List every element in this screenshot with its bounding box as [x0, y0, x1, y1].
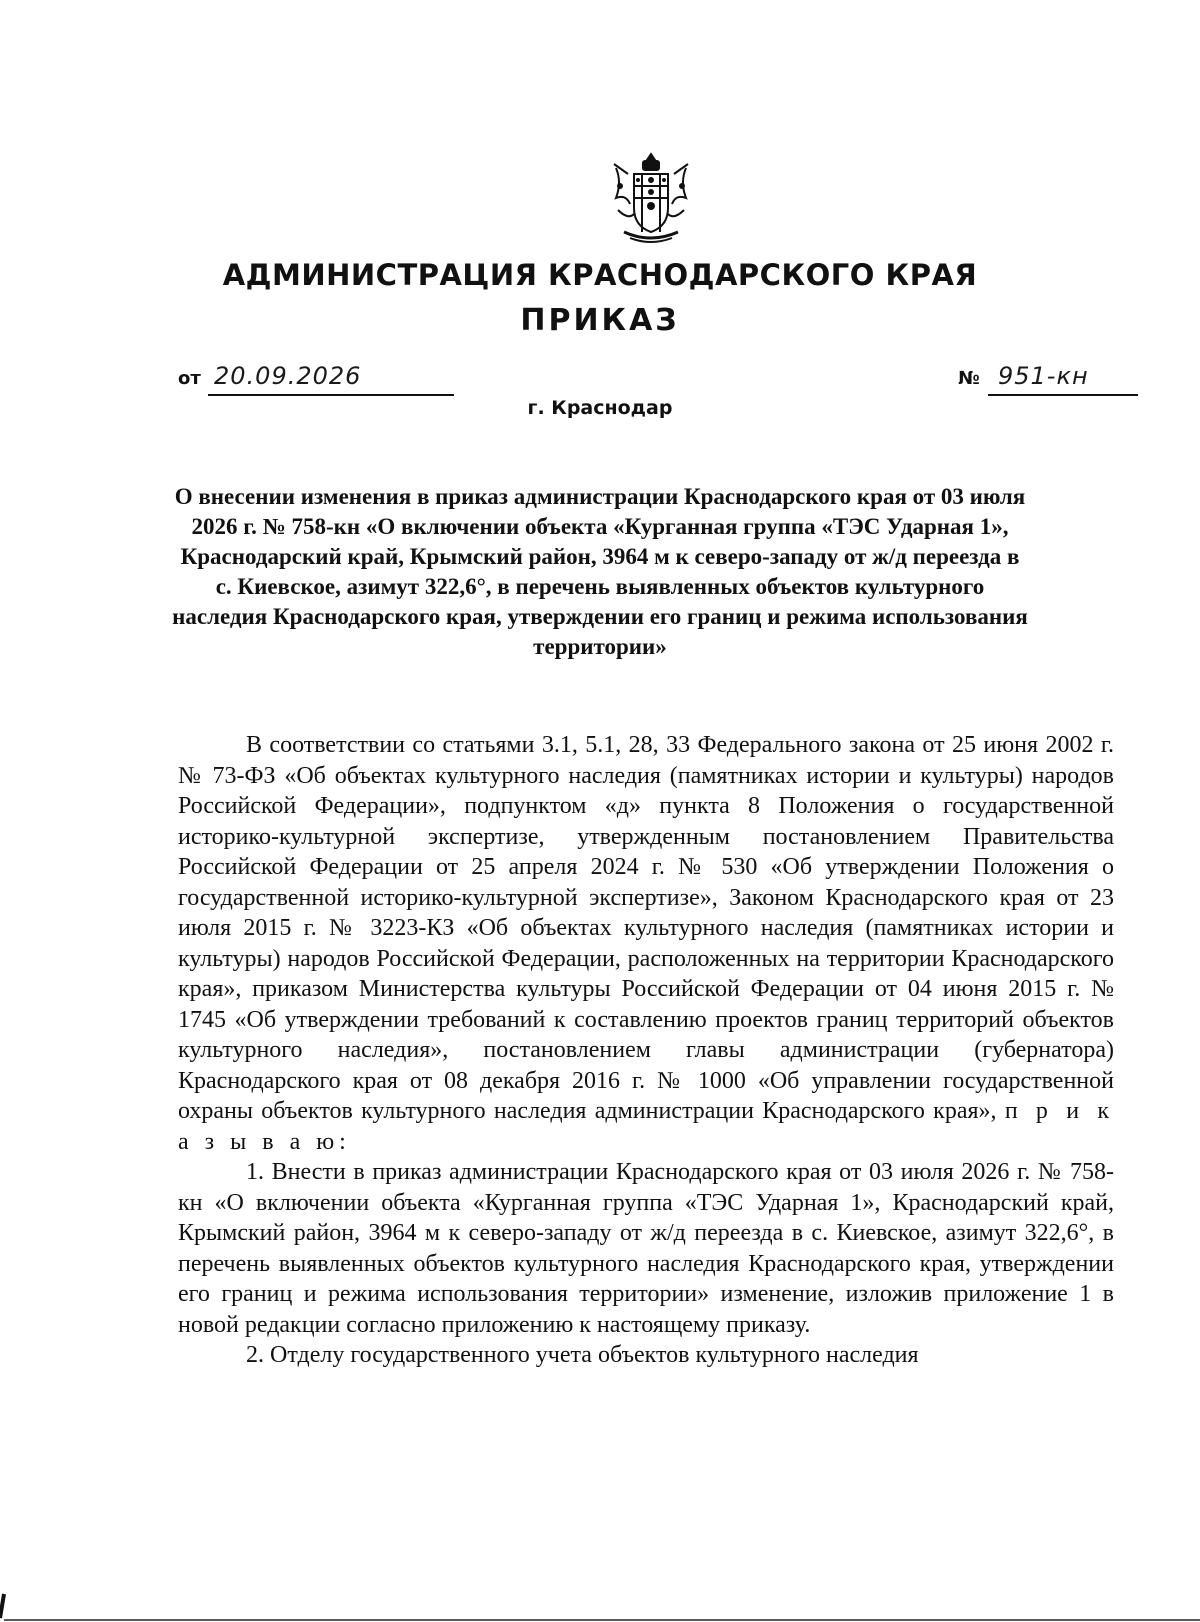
- order-word: п р и к а з ы в а ю:: [178, 1098, 1114, 1155]
- document-type: ПРИКАЗ: [520, 303, 680, 338]
- number-line: [988, 362, 1138, 396]
- handwritten-number: 951-кн: [998, 362, 1089, 390]
- date-line: [208, 362, 454, 396]
- date-prefix: от: [178, 368, 201, 389]
- coat-of-arms-emblem: [612, 150, 690, 246]
- number-field-group: [958, 362, 1089, 398]
- document-body: [178, 730, 1114, 1371]
- paragraph-preamble: [178, 730, 1114, 1157]
- document-title: О внесении изменения в приказ администрации Краснодарского края от 03 июля 2026 г. № 758-кн «О включении объекта «Курганная группа «ТЭС Ударная 1», Краснодарский край, Крымский район, 3964 м к северо-западу от ж/д переезда в с. Киевское, азимут 322,6°, в перечень выявленных объектов культурного наследия Краснодарского края, утверждении его границ и режима использования территории»: [172, 484, 1028, 659]
- scan-edge-mark: [0, 1590, 1200, 1622]
- date-field-group: [178, 362, 362, 398]
- preamble-text: В соответствии со статьями 3.1, 5.1, 28, 33 Федерального закона от 25 июня 2002 г. № 73-ФЗ «Об объектах культурного наследия (памятниках истории и культуры) народов Российской Федерации», подпунктом «д» пункта 8 Положения о государственной историко-культурной экспертизе, утвержденным постановлением Правительства Российской Федерации от 25 апреля 2024 г. № 530 «Об утверждении Положения о государственной историко-культурной экспертизе», Законом Краснодарского края от 23 июля 2015 г. № 3223-КЗ «Об объектах культурного наследия (памятниках истории и культуры) народов Российской Федерации, расположенных на территории Краснодарского края», приказом Министерства культуры Российской Федерации от 04 июня 2015 г. № 1745 «Об утверждении требований к составлению проектов границ территорий объектов культурного наследия», постановлением главы администрации (губернатора) Краснодарского края от 08 декабря 2016 г. № 1000 «Об управлении государственной охраны объектов культурного наследия администрации Краснодарского края»,: [178, 732, 1114, 1124]
- number-prefix: №: [958, 368, 980, 389]
- organization-name: АДМИНИСТРАЦИЯ КРАСНОДАРСКОГО КРАЯ: [222, 258, 978, 292]
- paragraph-item-2: 2. Отделу государственного учета объектов культурного наследия: [246, 1342, 919, 1368]
- handwritten-date: 20.09.2026: [214, 362, 362, 390]
- city-name: г. Краснодар: [527, 397, 673, 419]
- paragraph-item-1: 1. Внести в приказ администрации Краснодарского края от 03 июля 2026 г. № 758-кн «О включении объекта «Курганная группа «ТЭС Ударная 1», Краснодарский край, Крымский район, 3964 м к северо-западу от ж/д переезда в с. Киевское, азимут 322,6°, в перечень выявленных объектов культурного наследия Краснодарского края, утверждении его границ и режима использования территории» изменение, изложив приложение 1 в новой редакции согласно приложению к настоящему приказу.: [178, 1159, 1114, 1338]
